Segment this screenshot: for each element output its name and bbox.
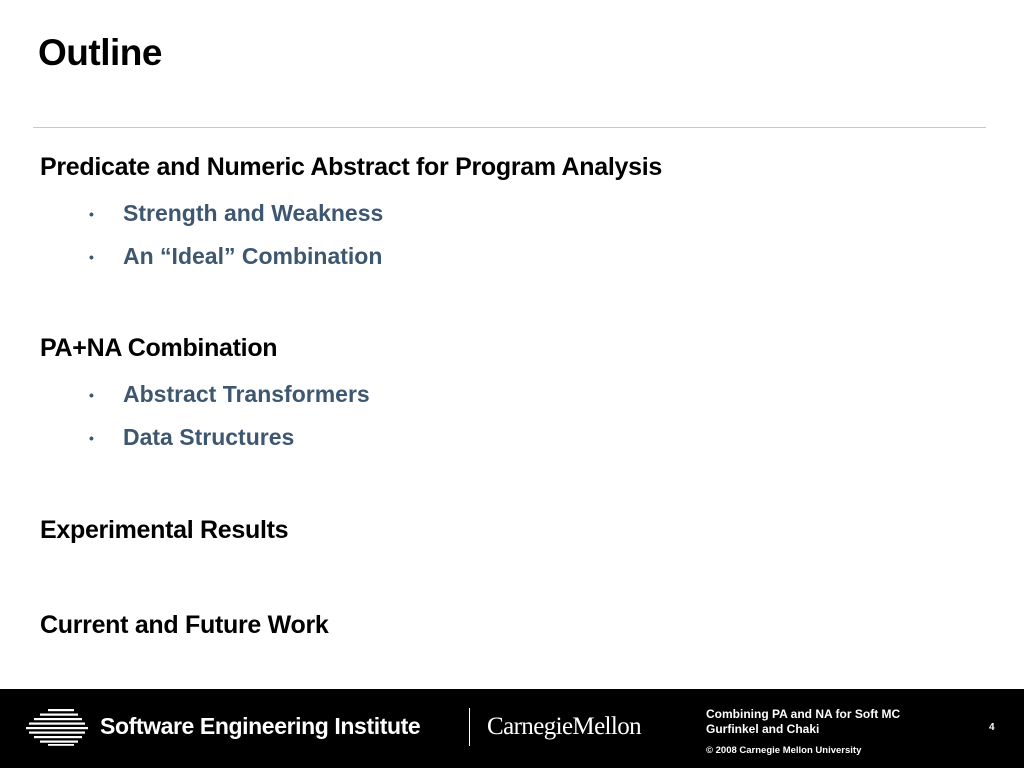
footer-info (706, 707, 900, 756)
title-divider (33, 127, 986, 128)
section-heading-program-analysis: Predicate and Numeric Abstract for Program Analysis (40, 153, 662, 181)
bullet-dot-icon: • (89, 248, 94, 265)
sei-striped-logo-icon (26, 708, 90, 746)
section-heading-experimental-results: Experimental Results (40, 516, 289, 544)
presentation-authors: Gurfinkel and Chaki (706, 722, 820, 736)
slide-footer (0, 689, 1024, 768)
section-heading-future-work: Current and Future Work (40, 611, 329, 639)
bullet-text: An “Ideal” Combination (123, 243, 383, 269)
bullet-text: Data Structures (123, 424, 295, 450)
bullet-item (89, 381, 370, 408)
copyright-notice: © 2008 Carnegie Mellon University (706, 745, 862, 756)
bullet-dot-icon: • (89, 386, 94, 403)
bullet-item (89, 243, 382, 270)
footer-divider (469, 708, 470, 746)
section-heading-combination: PA+NA Combination (40, 334, 278, 362)
bullet-text: Abstract Transformers (123, 381, 370, 407)
bullet-text: Strength and Weakness (123, 200, 384, 226)
university-wordmark: CarnegieMellon (487, 713, 642, 740)
bullet-dot-icon: • (89, 429, 94, 446)
bullet-item (89, 424, 294, 451)
presentation-title: Combining PA and NA for Soft MC (706, 707, 901, 721)
page-number: 4 (989, 722, 995, 733)
slide-title: Outline (38, 32, 162, 73)
institute-name: Software Engineering Institute (100, 713, 421, 739)
bullet-item (89, 200, 383, 227)
bullet-dot-icon: • (89, 205, 94, 222)
